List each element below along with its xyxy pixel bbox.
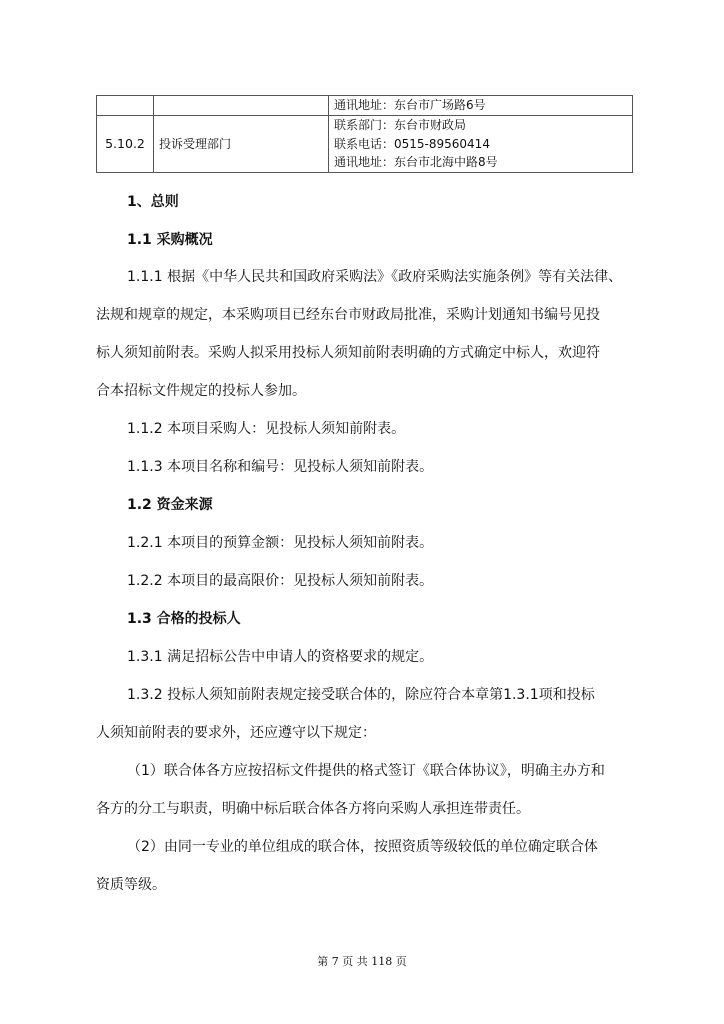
table-row <box>97 116 633 173</box>
paragraph: 1.2.2 本项目的最高限价：见投标人须知前附表。 <box>127 573 434 589</box>
paragraph-line: 1.1.1 根据《中华人民共和国政府采购法》《政府采购法实施条例》等有关法律、 <box>127 269 623 285</box>
paragraph: 1.2.1 本项目的预算金额：见投标人须知前附表。 <box>127 535 434 551</box>
department-line: 联系部门：东台市财政局 <box>334 118 467 132</box>
subsection-heading: 1.3 合格的投标人 <box>127 611 241 627</box>
address-line: 通讯地址：东台市北海中路8号 <box>334 155 498 169</box>
list-item-line: 各方的分工与职责，明确中标后联合体各方将向采购人承担连带责任。 <box>96 801 530 817</box>
page-number: 第 7 页 共 118 页 <box>317 955 407 968</box>
paragraph-line: 合本招标文件规定的投标人参加。 <box>96 383 306 399</box>
list-item-line: （1）联合体各方应按招标文件提供的格式签订《联合体协议》，明确主办方和 <box>127 763 605 779</box>
paragraph: 1.1.2 本项目采购人：见投标人须知前附表。 <box>127 421 406 437</box>
item-details-cell <box>329 96 633 116</box>
list-item-line: （2）由同一专业的单位组成的联合体，按照资质等级较低的单位确定联合体 <box>127 839 598 855</box>
item-number-cell <box>97 96 154 116</box>
item-number-cell: 5.10.2 <box>97 116 154 173</box>
list-item-line: 资质等级。 <box>96 877 166 893</box>
section-heading: 1、总则 <box>127 194 179 210</box>
paragraph-line: 标人须知前附表。采购人拟采用投标人须知前附表明确的方式确定中标人，欢迎符 <box>96 345 600 361</box>
paragraph: 1.1.3 本项目名称和编号：见投标人须知前附表。 <box>127 459 434 475</box>
item-name-cell: 投诉受理部门 <box>154 116 329 173</box>
item-name-cell <box>154 96 329 116</box>
paragraph: 1.3.1 满足招标公告中申请人的资格要求的规定。 <box>127 649 434 665</box>
contact-table <box>96 95 633 173</box>
subsection-heading: 1.2 资金来源 <box>127 497 213 513</box>
subsection-heading: 1.1 采购概况 <box>127 232 213 248</box>
item-details-cell <box>329 116 633 173</box>
address-line: 通讯地址：东台市广场路6号 <box>334 98 486 113</box>
paragraph-line: 人须知前附表的要求外，还应遵守以下规定： <box>96 725 376 741</box>
paragraph-line: 法规和规章的规定，本采购项目已经东台市财政局批准，采购计划通知书编号见投 <box>96 307 600 323</box>
table-row <box>97 96 633 116</box>
phone-line: 联系电话：0515-89560414 <box>334 136 490 151</box>
paragraph-line: 1.3.2 投标人须知前附表规定接受联合体的，除应符合本章第1.3.1项和投标 <box>127 687 595 703</box>
